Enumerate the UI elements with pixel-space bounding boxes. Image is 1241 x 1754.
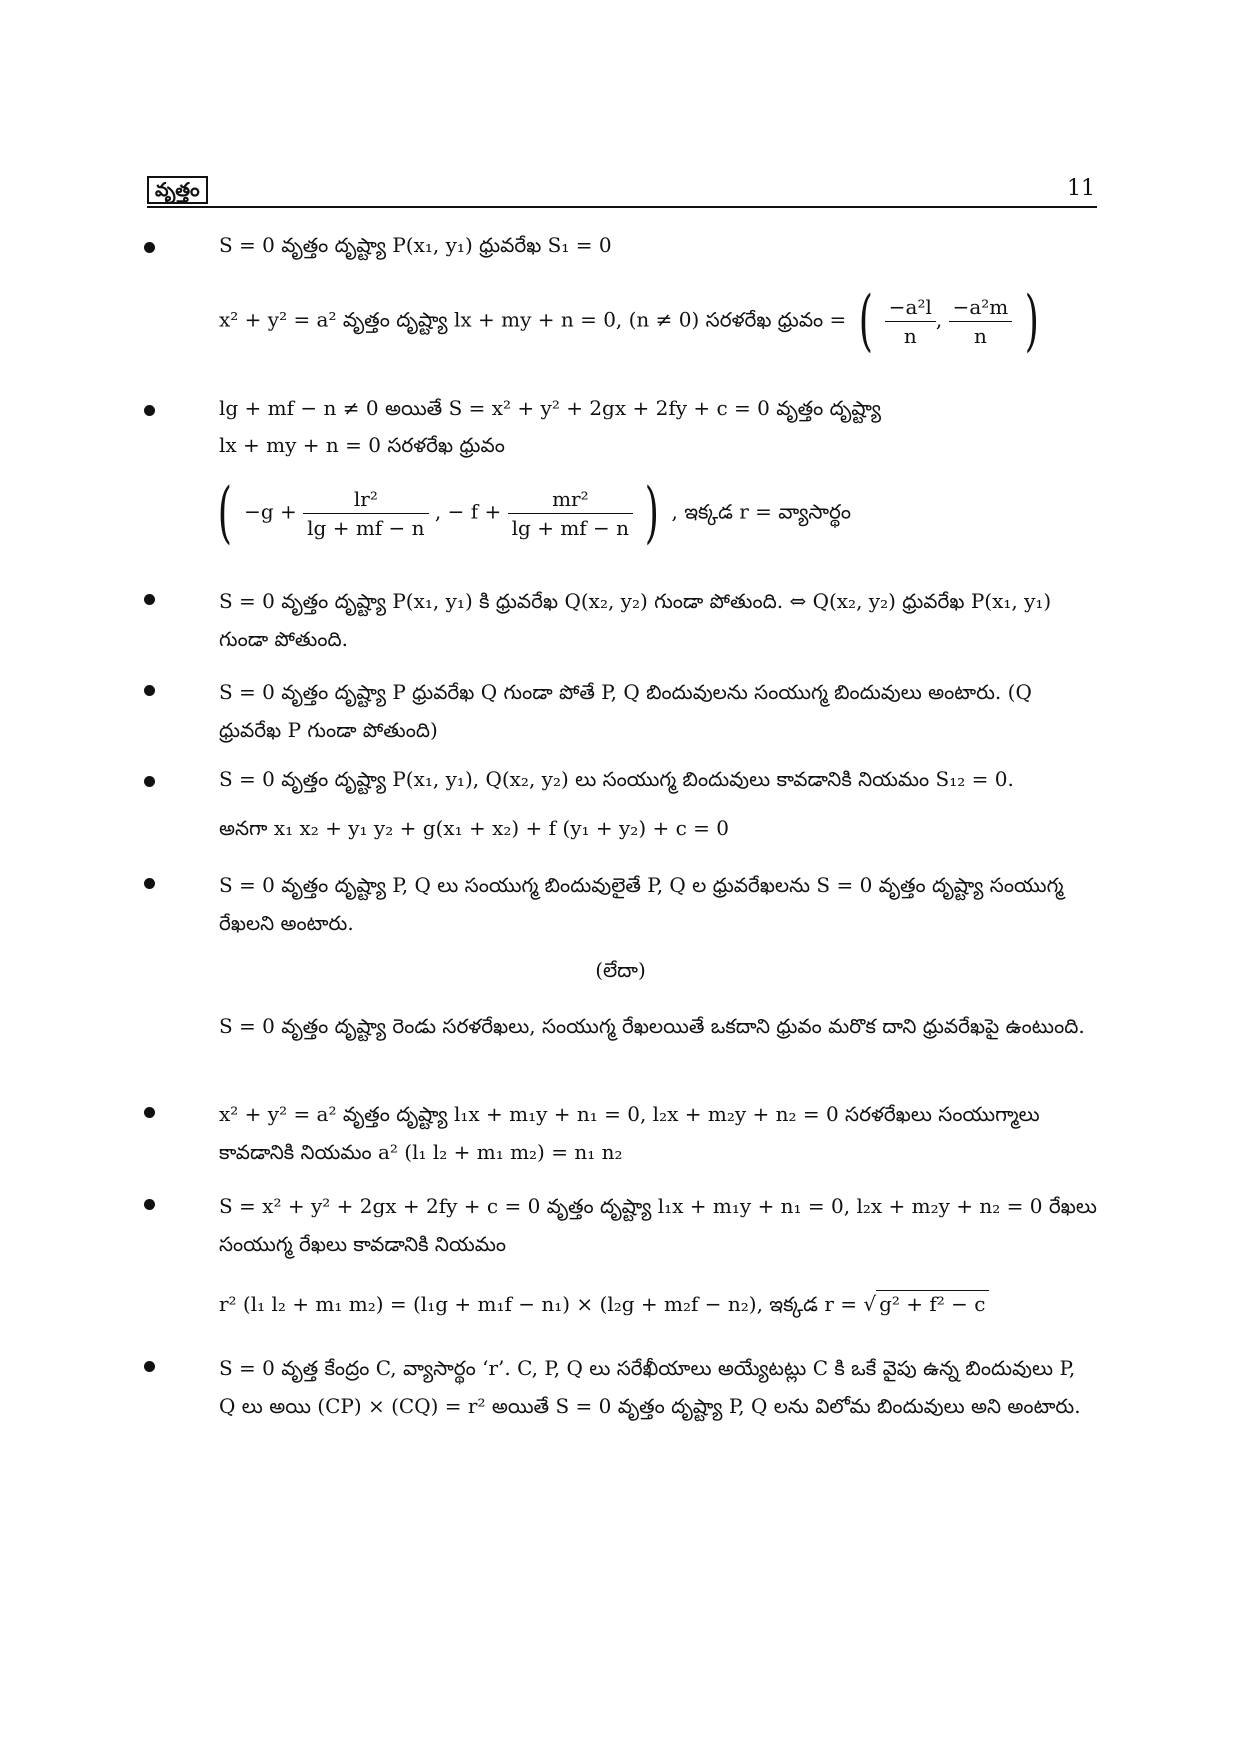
- b1-frac2: [949, 295, 1013, 348]
- bullet-icon: [144, 1107, 155, 1118]
- b2-line1: lg + mf − n ≠ 0 అయితే S = x² + y² + 2gx + 2fy + c = 0 వృత్తం దృష్ట్యా: [219, 396, 881, 420]
- chapter-label: వృత్తం: [147, 176, 208, 204]
- bullet-icon: [144, 1361, 155, 1372]
- b2-frac1: [303, 487, 428, 540]
- b9-text: S = 0 వృత్త కేంద్రం C, వ్యాసార్థం ‘r’. C, P, Q లు సరేఖీయాలు అయ్యేటట్లు C కి ఒకే వైపు ఉన్న బిందువులు P, Q లు అయి (CP) × (CQ) = r² అయితే S = 0 వృత్తం దృష్ట్యా P, Q లను విలోమ బిందువులు అని అంటారు.: [219, 1356, 1081, 1418]
- b1-frac2-den: n: [974, 323, 987, 348]
- b1-frac1: [885, 295, 936, 348]
- b3-text: S = 0 వృత్తం దృష్ట్యా P(x₁, y₁) కి ధ్రువరేఖ Q(x₂, y₂) గుండా పోతుంది. ⇔ Q(x₂, y₂) ధ్రువరేఖ P(x₁, y₁) గుండా పోతుంది.: [219, 589, 1052, 651]
- b8-formula-line: [219, 1290, 989, 1317]
- b2-frac2-den: lg + mf − n: [511, 515, 630, 540]
- open-paren: (: [858, 282, 873, 359]
- b8-sqrt: g² + f² − c: [876, 1290, 988, 1317]
- b1-line1: S = 0 వృత్తం దృష్ట్యా P(x₁, y₁) ధ్రువరేఖ S₁ = 0: [219, 233, 612, 257]
- bullet-icon: [144, 685, 155, 696]
- or-label: (లేదా): [595, 958, 646, 982]
- bullet-icon: [144, 878, 155, 889]
- b2-term1: −g +: [244, 499, 297, 524]
- bullet-icon: [144, 1199, 155, 1210]
- b2-frac2-num: mr²: [508, 487, 633, 514]
- close-paren: ): [645, 474, 660, 551]
- bullet-icon: [144, 776, 155, 787]
- b1-line2-text: x² + y² = a² వృత్తం దృష్ట్యా lx + my + n = 0, (n ≠ 0) సరళరేఖ ధ్రువం =: [219, 307, 847, 332]
- b7-text: x² + y² = a² వృత్తం దృష్ట్యా l₁x + m₁y + n₁ = 0, l₂x + m₂y + n₂ = 0 సరళరేఖలు సంయుగ్మాలు కావడానికి నియమం a² (l₁ l₂ + m₁ m₂) = n₁ n₂: [219, 1102, 1040, 1164]
- b2-frac2: [508, 487, 633, 540]
- page-number: 11: [1067, 176, 1095, 201]
- b2-frac1-den: lg + mf − n: [307, 515, 425, 540]
- b8-text: S = x² + y² + 2gx + 2fy + c = 0 వృత్తం దృష్ట్యా l₁x + m₁y + n₁ = 0, l₂x + m₂y + n₂ = 0 రేఖలు సంయుగ్మ రేఖలు కావడానికి నియమం: [219, 1194, 1097, 1256]
- b2-line2: lx + my + n = 0 సరళరేఖ ధ్రువం: [219, 433, 505, 457]
- b5-line2: అనగా x₁ x₂ + y₁ y₂ + g(x₁ + x₂) + f (y₁ + y₂) + c = 0: [219, 816, 729, 840]
- bullet-icon: [144, 594, 155, 605]
- b4-text: S = 0 వృత్తం దృష్ట్యా P ధ్రువరేఖ Q గుండా పోతే P, Q బిందువులను సంయుగ్మ బిందువులు అంటారు. (Q ధ్రువరేఖ P గుండా పోతుంది): [219, 680, 1032, 742]
- b1-frac2-num: −a²m: [949, 295, 1013, 322]
- b8-formula: r² (l₁ l₂ + m₁ m₂) = (l₁g + m₁f − n₁) × (l₂g + m₂f − n₂), ఇక్కడ r =: [219, 1292, 857, 1316]
- b1-frac1-den: n: [903, 323, 917, 348]
- b2-frac1-num: lr²: [303, 487, 428, 514]
- b6-text: S = 0 వృత్తం దృష్ట్యా P, Q లు సంయుగ్మ బిందువులైతే P, Q ల ధ్రువరేఖలను S = 0 వృత్తం దృష్ట్యా సంయుగ్మ రేఖలని అంటారు.: [219, 873, 1064, 935]
- b1-frac1-num: −a²l: [885, 295, 936, 322]
- close-paren: ): [1024, 282, 1039, 359]
- bullet-icon: [144, 242, 155, 253]
- b5-line1: S = 0 వృత్తం దృష్ట్యా P(x₁, y₁), Q(x₂, y₂) లు సంయుగ్మ బిందువులు కావడానికి నియమం S₁₂ = 0.: [219, 767, 1014, 791]
- b2-term2: , − f +: [434, 499, 502, 524]
- bullet-icon: [144, 405, 155, 416]
- open-paren: (: [217, 474, 232, 551]
- b2-polar-formula: [212, 474, 852, 551]
- b6-alt-text: S = 0 వృత్తం దృష్ట్యా రెండు సరళరేఖలు, సంయుగ్మ రేఖలయితే ఒకదాని ధ్రువం మరొక దాని ధ్రువరేఖపై ఉంటుంది.: [219, 1014, 1085, 1038]
- page-header: [147, 176, 1097, 208]
- sqrt-icon: √: [863, 1292, 877, 1316]
- b1-polar-formula: x² + y² = a² వృత్తం దృష్ట్యా lx + my + n = 0, (n ≠ 0) సరళరేఖ ధ్రువం = ( $\frac{\text{−a²l}}{n}$ , $\frac{\text{−a²m}}{n}$ ): [219, 282, 1039, 359]
- b2-tail: , ఇక్కడ r = వ్యాసార్థం: [671, 499, 852, 524]
